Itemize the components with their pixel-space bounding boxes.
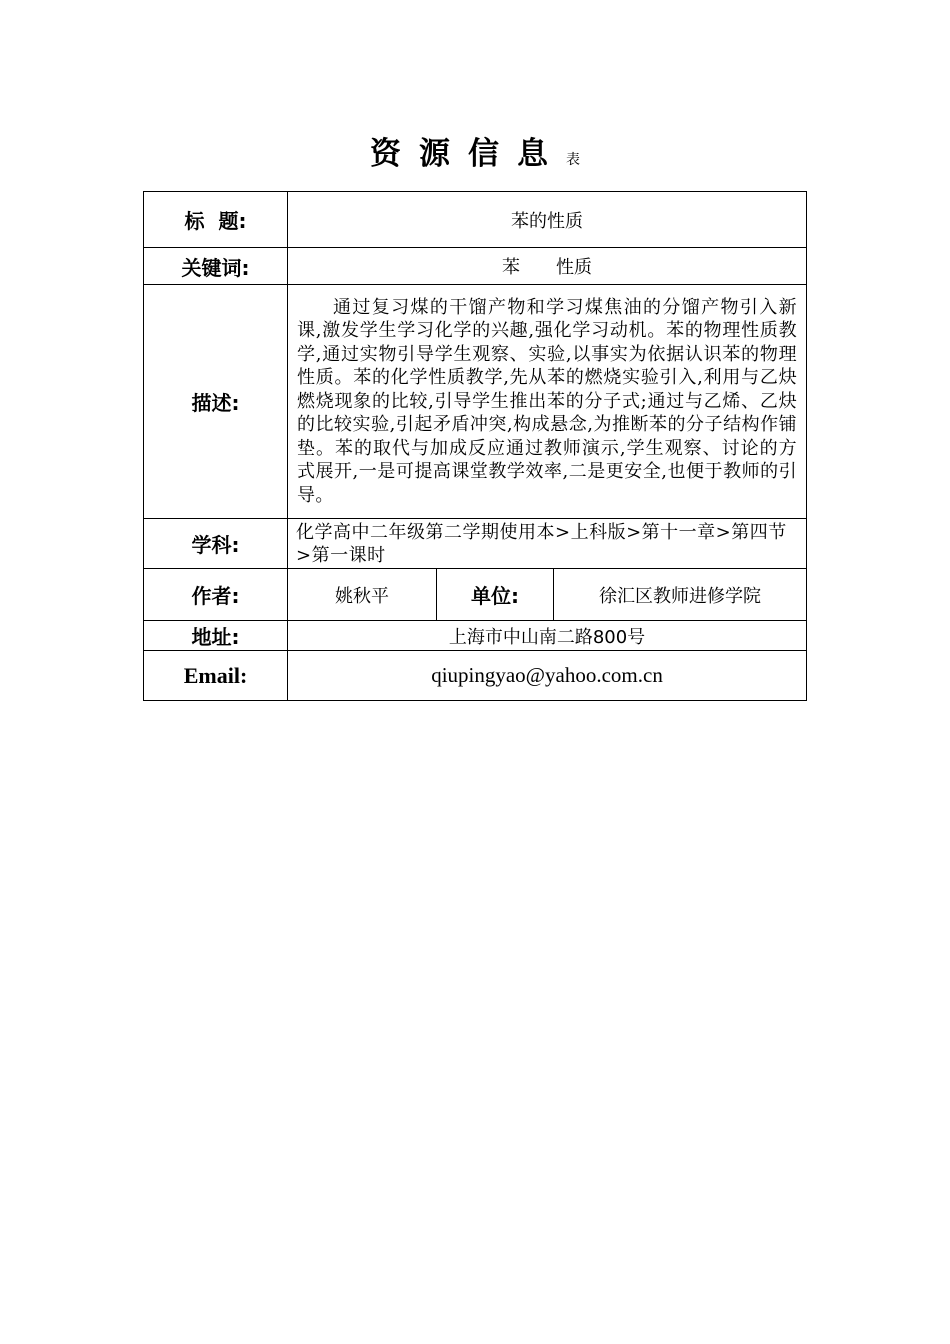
row-description: [144, 285, 807, 519]
title-main: 资源信息: [370, 136, 566, 172]
row-subject: [144, 519, 807, 569]
keywords-label: 关键词:: [144, 248, 288, 285]
unit-value: 徐汇区教师进修学院: [554, 569, 807, 621]
title-label: 标 题:: [144, 192, 288, 248]
resource-info-table: [143, 191, 807, 701]
keyword-2: 性质: [556, 257, 592, 278]
subject-value: 化学高中二年级第二学期使用本>上科版>第十一章>第四节>第一课时: [288, 519, 807, 569]
row-email: [144, 651, 807, 701]
row-address: [144, 621, 807, 651]
email-value: qiupingyao@yahoo.com.cn: [288, 651, 807, 701]
author-value: 姚秋平: [288, 569, 437, 621]
keywords-value: [288, 248, 807, 285]
email-label: Email:: [144, 651, 288, 701]
description-label: 描述:: [144, 285, 288, 519]
keyword-1: 苯: [502, 257, 520, 278]
author-label: 作者:: [144, 569, 288, 621]
row-author: [144, 569, 807, 621]
description-value: 通过复习煤的干馏产物和学习煤焦油的分馏产物引入新课,激发学生学习化学的兴趣,强化学习动机。苯的物理性质教学,通过实物引导学生观察、实验,以事实为依据认识苯的物理性质。苯的化学性质教学,先从苯的燃烧实验引入,利用与乙炔燃烧现象的比较,引导学生推出苯的分子式;通过与乙烯、乙炔的比较实验,引起矛盾冲突,构成悬念,为推断苯的分子结构作铺垫。苯的取代与加成反应通过教师演示,学生观察、讨论的方式展开,一是可提高课堂教学效率,二是更安全,也便于教师的引导。: [297, 296, 798, 506]
title-value: 苯的性质: [288, 192, 807, 248]
description-value-cell: [288, 285, 807, 519]
address-value: 上海市中山南二路800号: [288, 621, 807, 651]
address-label: 地址:: [144, 621, 288, 651]
title-suffix: 表: [566, 152, 580, 168]
row-title: [144, 192, 807, 248]
unit-label: 单位:: [437, 569, 554, 621]
row-keywords: [144, 248, 807, 285]
subject-label: 学科:: [144, 519, 288, 569]
document-title: [0, 128, 950, 173]
